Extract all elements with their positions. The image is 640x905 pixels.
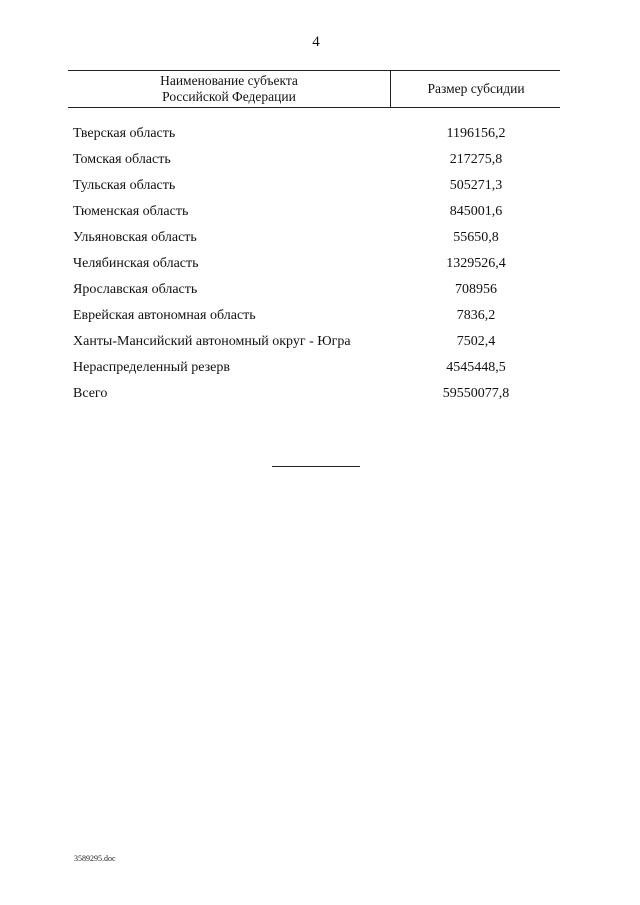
end-of-document-rule <box>272 466 360 467</box>
table-row <box>0 176 640 202</box>
table-header <box>68 70 560 108</box>
total-value: 59550077,8 <box>442 386 510 401</box>
table-row <box>0 306 640 332</box>
table-row <box>0 228 640 254</box>
region-name: Ярославская область <box>73 282 198 297</box>
region-name: Нераспределенный резерв <box>73 360 230 375</box>
region-name: Тюменская область <box>73 204 189 219</box>
page-number: 4 <box>312 34 320 50</box>
region-name: Челябинская область <box>73 256 199 271</box>
subsidy-value: 55650,8 <box>453 230 499 245</box>
header-region-name-line1: Наименование субъекта <box>160 73 298 88</box>
table-row <box>0 358 640 384</box>
table-row-total <box>0 384 640 410</box>
table-row <box>0 254 640 280</box>
header-region-name-line2: Российской Федерации <box>162 89 296 104</box>
table-row <box>0 150 640 176</box>
table-row <box>0 124 640 150</box>
header-region-name <box>68 71 391 107</box>
table-row <box>0 332 640 358</box>
subsidy-value: 1329526,4 <box>446 256 506 271</box>
subsidy-value: 708956 <box>455 282 497 297</box>
subsidy-value: 1196156,2 <box>446 126 506 141</box>
footer-filename: 3589295.doc <box>74 854 116 863</box>
table-body <box>0 124 640 410</box>
subsidy-value: 505271,3 <box>449 178 503 193</box>
region-name: Еврейская автономная область <box>73 308 256 323</box>
region-name: Ханты-Мансийский автономный округ - Югра <box>73 334 351 349</box>
subsidy-value: 7502,4 <box>456 334 496 349</box>
table-row <box>0 280 640 306</box>
table-row <box>0 202 640 228</box>
total-label: Всего <box>73 386 108 401</box>
subsidy-value: 217275,8 <box>449 152 503 167</box>
region-name: Ульяновская область <box>73 230 197 245</box>
subsidy-value: 7836,2 <box>456 308 496 323</box>
region-name: Томская область <box>73 152 171 167</box>
region-name: Тульская область <box>73 178 176 193</box>
header-subsidy-amount: Размер субсидии <box>427 81 525 96</box>
region-name: Тверская область <box>73 126 176 141</box>
subsidy-value: 4545448,5 <box>446 360 506 375</box>
subsidy-value: 845001,6 <box>449 204 503 219</box>
